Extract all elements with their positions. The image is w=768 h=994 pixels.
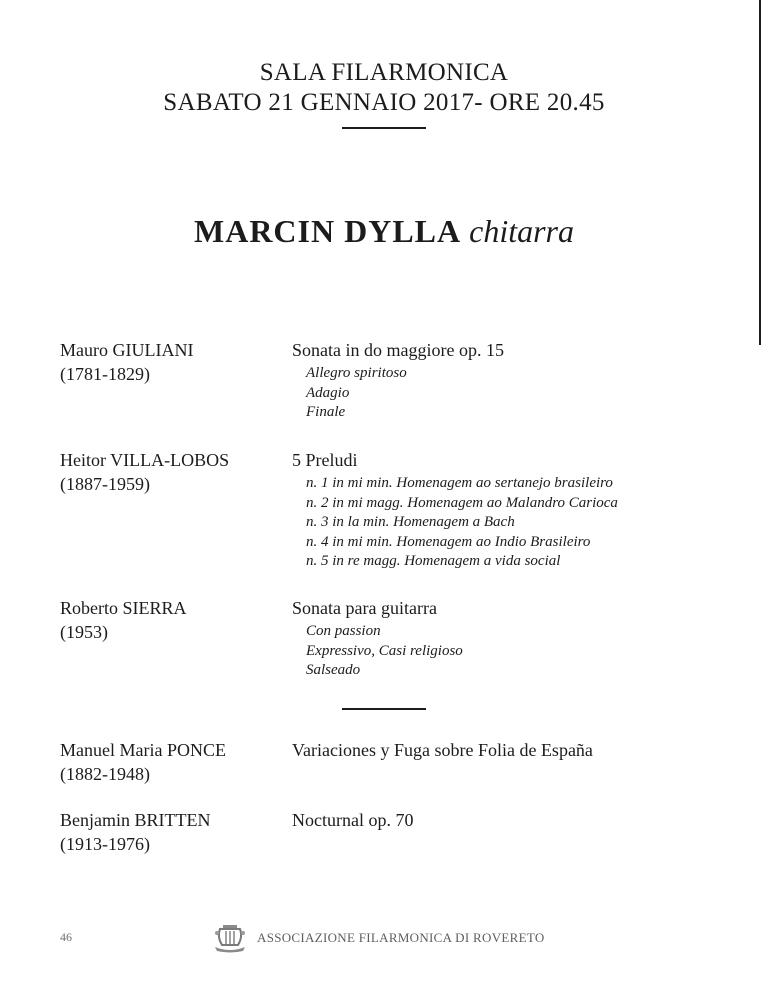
movement-item: n. 5 in re magg. Homenagem a vida social (306, 553, 561, 569)
interval-divider (342, 708, 426, 710)
composer-entry (60, 738, 270, 786)
composer-entry (60, 808, 270, 856)
movement-list (292, 474, 752, 572)
work-title: Sonata para guitarra (292, 598, 437, 618)
movement-item: Allegro spiritoso (306, 365, 407, 381)
composer-entry (60, 338, 270, 386)
page-edge-rule (759, 0, 761, 345)
work-entry (292, 808, 752, 832)
concert-header (0, 58, 768, 118)
work-title: Variaciones y Fuga sobre Folia de España (292, 740, 593, 760)
work-entry (292, 338, 752, 423)
movement-list (292, 364, 752, 423)
organization-name: ASSOCIAZIONE FILARMONICA DI ROVERETO (257, 930, 545, 945)
composer-dates: (1913-1976) (60, 834, 150, 854)
composer-name: Roberto SIERRA (60, 598, 187, 618)
work-entry (292, 596, 752, 681)
composer-name: Mauro GIULIANI (60, 340, 194, 360)
composer-name: Heitor VILLA-LOBOS (60, 450, 230, 470)
page-number: 46 (60, 930, 72, 944)
composer-dates: (1882-1948) (60, 764, 150, 784)
header-divider (342, 127, 426, 129)
work-title: Nocturnal op. 70 (292, 810, 414, 830)
composer-dates: (1953) (60, 622, 108, 642)
venue-title: SALA FILARMONICA (259, 59, 509, 86)
movement-item: Expressivo, Casi religioso (306, 642, 463, 659)
performer-heading (0, 212, 768, 250)
composer-entry (60, 448, 270, 496)
work-entry (292, 738, 752, 762)
movement-item: n. 2 in mi magg. Homenagem ao Malandro Carioca (306, 494, 618, 511)
movement-item: Adagio (306, 384, 350, 401)
composer-entry (60, 596, 270, 644)
work-title: 5 Preludi (292, 450, 358, 470)
composer-name: Benjamin BRITTEN (60, 810, 211, 830)
movement-item: n. 3 in la min. Homenagem a Bach (306, 514, 515, 530)
concert-date: SABATO 21 GENNAIO 2017- ORE 20.45 (163, 89, 605, 116)
lyre-crest-icon (213, 923, 247, 953)
work-title: Sonata in do maggiore op. 15 (292, 340, 504, 360)
movement-item: Salseado (306, 662, 361, 678)
movement-item: n. 4 in mi min. Homenagem ao Indio Brasileiro (306, 533, 591, 550)
movement-item: Con passion (306, 623, 381, 639)
movement-item: n. 1 in mi min. Homenagem ao sertanejo brasileiro (306, 475, 613, 491)
composer-dates: (1781-1829) (60, 364, 150, 384)
performer-name: MARCIN DYLLA (194, 213, 462, 249)
movement-list (292, 622, 752, 681)
work-entry (292, 448, 752, 572)
movement-item: Finale (306, 404, 346, 420)
performer-instrument: chitarra (469, 213, 574, 249)
composer-dates: (1887-1959) (60, 474, 150, 494)
composer-name: Manuel Maria PONCE (60, 740, 226, 760)
